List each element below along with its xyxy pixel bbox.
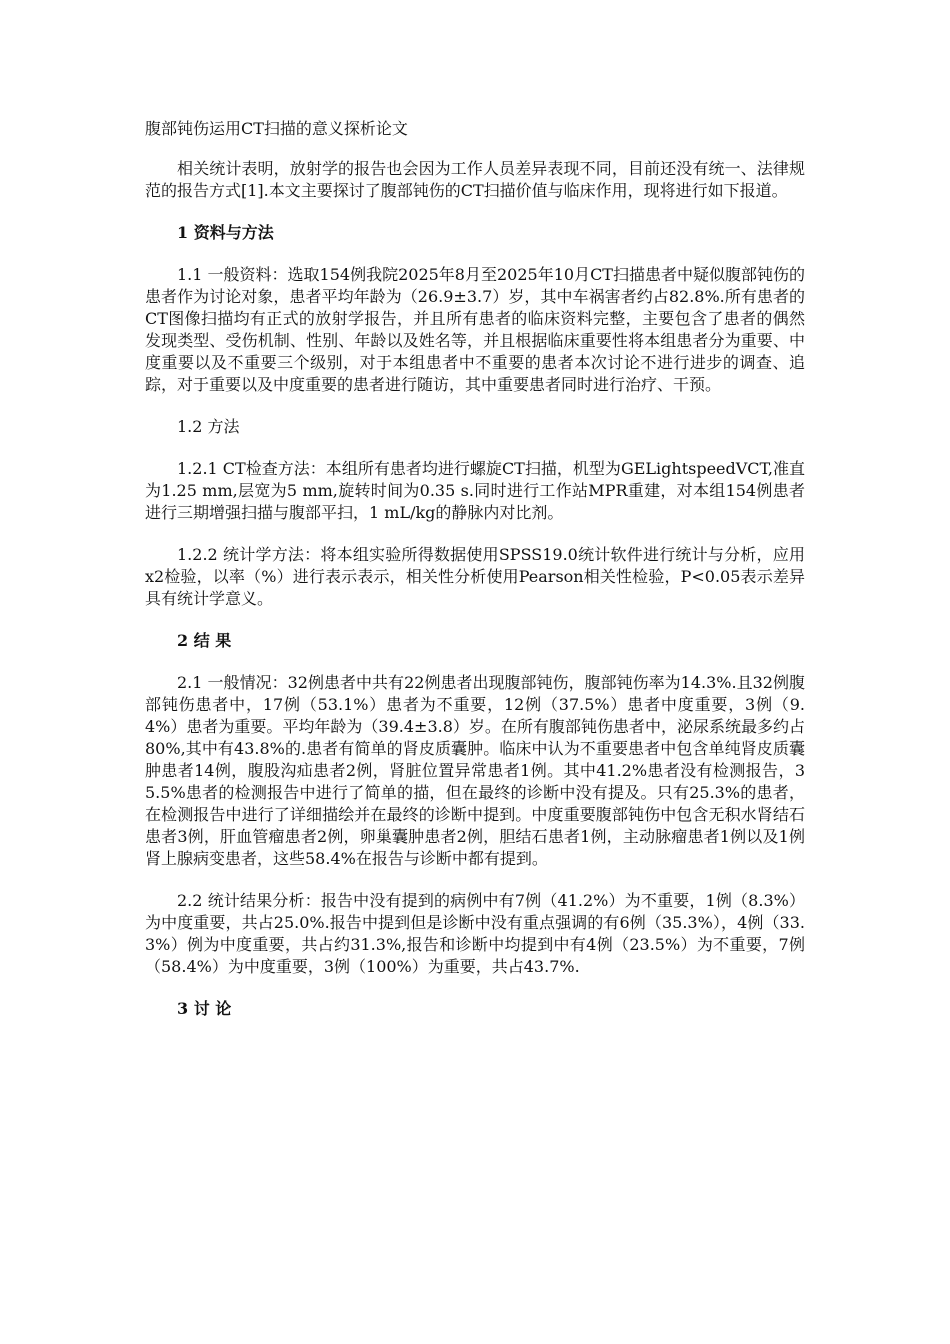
statistics-method-paragraph: 1.2.2 统计学方法：将本组实验所得数据使用SPSS19.0统计软件进行统计与分析，应用 x2检验，以率（%）进行表示表示，相关性分析使用Pearson相关性检验，P<0.05表示差异具有统计学意义。 [145, 545, 805, 608]
section-2-heading: 2 结 果 [177, 631, 232, 650]
section-1-heading: 1 资料与方法 [177, 223, 274, 242]
section-3-heading: 3 讨 论 [177, 999, 232, 1018]
methods-subheading: 1.2 方法 [177, 417, 240, 436]
ct-method-paragraph: 1.2.1 CT检查方法：本组所有患者均进行螺旋CT扫描，机型为GELightspeedVCT,准直为1.25 mm,层宽为5 mm,旋转时间为0.35 s.同时进行工作站MPR重建，对本组154例患者进行三期增强扫描与腹部平扫，1 mL/kg的静脉内对比剂。 [145, 459, 805, 522]
statistical-analysis-paragraph: 2.2 统计结果分析：报告中没有提到的病例中有7例（41.2%）为不重要，1例（8.3%）为中度重要，共占25.0%.报告中提到但是诊断中没有重点强调的有6例（35.3%），4例（33.3%）例为中度重要，共占约31.3%,报告和诊断中均提到中有4例（23.5%）为不重要，7例（58.4%）为中度重要，3例（100%）为重要，共占43.7%. [145, 891, 805, 976]
general-results-paragraph: 2.1 一般情况：32例患者中共有22例患者出现腹部钝伤，腹部钝伤率为14.3%.且32例腹部钝伤患者中，17例（53.1%）患者为不重要，12例（37.5%）患者中度重要，3例（9.4%）患者为重要。平均年龄为（39.4±3.8）岁。在所有腹部钝伤患者中，泌尿系统最多约占80%,其中有43.8%的.患者有简单的肾皮质囊肿。临床中认为不重要患者中包含单纯肾皮质囊肿患者14例，腹股沟疝患者2例，肾脏位置异常患者1例。其中41.2%患者没有检测报告，35.5%患者的检测报告中进行了简单的描，但在最终的诊断中没有提及。只有25.3%的患者，在检测报告中进行了详细描绘并在最终的诊断中提到。中度重要腹部钝伤中包含无积水肾结石患者3例，肝血管瘤患者2例，卵巢囊肿患者2例，胆结石患者1例，主动脉瘤患者1例以及1例肾上腺病变患者，这些58.4%在报告与诊断中都有提到。 [145, 673, 805, 868]
document-title: 腹部钝伤运用CT扫描的意义探析论文 [145, 119, 408, 138]
document-page [145, 118, 805, 1040]
general-data-paragraph: 1.1 一般资料：选取154例我院2025年8月至2025年10月CT扫描患者中疑似腹部钝伤的患者作为讨论对象，患者平均年龄为（26.9±3.7）岁，其中车祸害者约占82.8%.所有患者的CT图像扫描均有正式的放射学报告，并且所有患者的临床资料完整，主要包含了患者的偶然发现类型、受伤机制、性别、年龄以及姓名等，并且根据临床重要性将本组患者分为重要、中度重要以及不重要三个级别，对于本组患者中不重要的患者本次讨论不进行进步的调查、追踪，对于重要以及中度重要的患者进行随访，其中重要患者同时进行治疗、干预。 [145, 265, 805, 394]
intro-paragraph: 相关统计表明，放射学的报告也会因为工作人员差异表现不同，目前还没有统一、法律规范的报告方式[1].本文主要探讨了腹部钝伤的CT扫描价值与临床作用，现将进行如下报道。 [145, 159, 805, 200]
